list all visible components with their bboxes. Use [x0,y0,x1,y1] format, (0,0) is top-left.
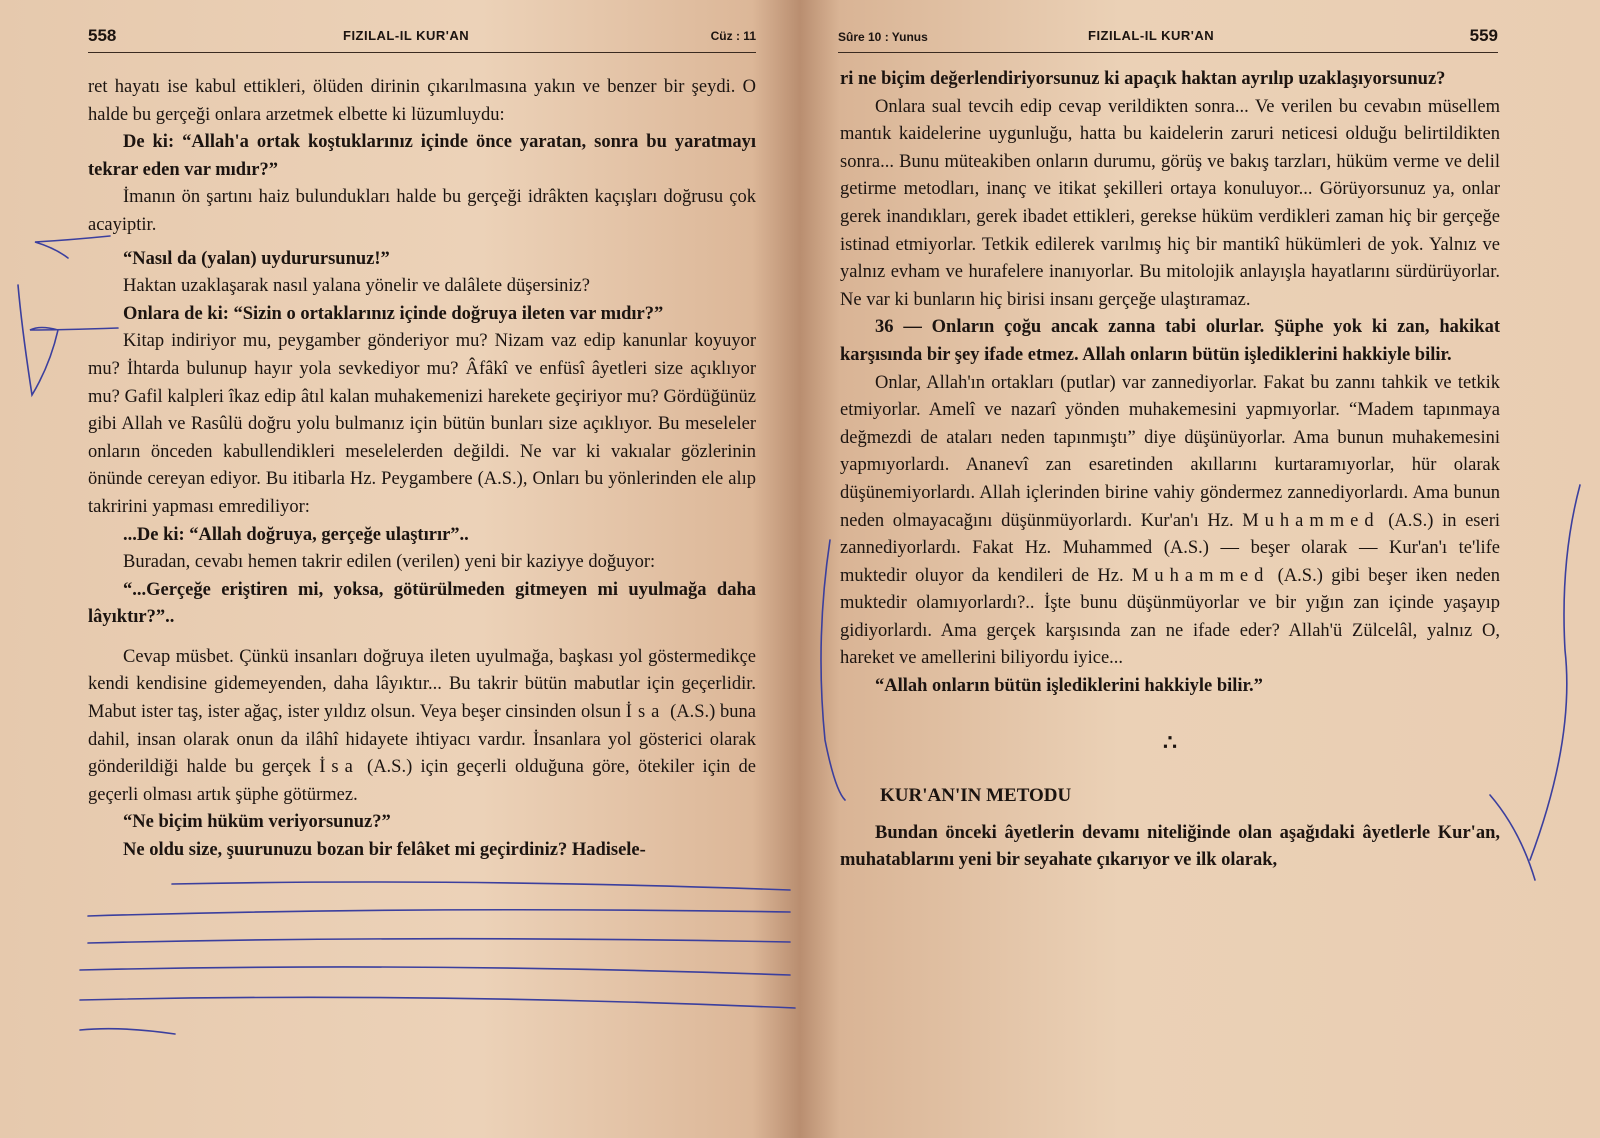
paragraph: Kitap indiriyor mu, peygamber gönderiyor mu? Nizam vaz edip kanunlar koyuyor mu? İhtarda bulunup hayır yola sevkediyor mu? Âfâkî ve enfüsî âyetleri size açıklıyor mu? Gafil kalpleri îkaz edip âtıl kalan muhakemenizi harekete geçiriyor mu? Gördüğünüz gibi Allah ve Rasûlü doğru yolu bulmanız için bütün bunları size açıklıyor. Bu meseleler onların önceden kabullendikleri meselelerden değildi. Ne var ki vakıalar gözlerinin önünde cereyan ediyor. Bu itibarla Hz. Peygambere (A.S.), Onları bu yönlerinden ele alıp takririni yapması emrediliyor: [88,331,756,517]
text-span: (A.S.) için geçerli olduğuna göre, ötekiler için de geçerli olması artık şüphe götürmez. [88,757,756,805]
text-span: (A.S.) in eseri zannediyorlardı. Fakat Hz. Muhammed (A.S.) — beşer olarak — Kur'an'ı te'life muktedir oluyor da kendileri de Hz. [840,510,1501,586]
paragraph: Onlara sual tevcih edip cevap verildikten sonra... Ve verilen bu cevabın müsellem mantık kaidelerine uygunluğu, hatta bu kaidelerin zaruri neticesi olduğu belirtildikten sonra... Bunu müteakiben onların durumu, görüş ve bakış tarzları, hüküm verme ve delil getirme metodları, inanç ve itikat şekilleri ortaya konuluyor... Görüyorsunuz ya, onlar gerek inandıkları, gerek ibadet ettikleri, gerekse hüküm verdikleri zaman hiç bir gerçeğe istinad etmiyorlar. Tetkik edilerek varılmış hiç bir mantikî hükümleri de yok. Yalnız ve yalnız evham ve hurafelere inanıyorlar. Bu mitolojik anlayışla hayatlarını sürdürüyorlar. Ne var ki bunların hiç birisi insanı gerçeğe ulaştıramaz. [840,96,1500,310]
verse-quote: De ki: “Allah'a ortak koştuklarınız içinde önce yaratan, sonra bu yaratmayı tekrar eden var mıdır?” [88,132,756,180]
running-title: FIZILAL-IL KUR'AN [1088,28,1215,43]
section-heading: KUR'AN'IN METODU [880,785,1072,807]
page-number: 559 [1469,26,1498,45]
left-page-body [88,74,756,865]
spaced-name: İsa [625,702,666,723]
paragraph: Haktan uzaklaşarak nasıl yalana yönelir ve dalâlete düşersiniz? [123,276,590,297]
section-divider-icon: ∴ [1163,729,1177,755]
paragraph: ret hayatı ise kabul ettikleri, ölüden dirinin çıkarılmasına yakın ve benzer bir şeydi. O halde bu gerçeği onlara arzetmek elbette ki lüzumluydu: [88,77,756,125]
paragraph [840,370,1500,674]
running-title: FIZILAL-IL KUR'AN [343,28,470,43]
sura-label: Sûre 10 : Yunus [838,30,928,44]
paragraph: Bundan önceki âyetlerin devamı niteliğinde olan aşağıdaki âyetlerle Kur'an, muhatablarını yeni bir seyahate çıkarıyor ve ilk olarak, [840,822,1500,871]
right-page-header [838,22,1498,53]
verse-quote: “Allah onların bütün işlediklerini hakkiyle bilir.” [875,676,1263,697]
paragraph: ri ne biçim değerlendiriyorsunuz ki apaçık haktan ayrılıp uzaklaşıyorsunuz? [840,69,1446,89]
verse-quote: “...Gerçeğe eriştiren mi, yoksa, götürülmeden gitmeyen mi uyulmağa daha lâyıktır?”.. [88,579,756,628]
right-page [800,0,1600,1138]
juz-label: Cüz : 11 [710,29,756,43]
page-number: 558 [88,26,117,45]
paragraph [88,644,756,810]
right-page-body [840,66,1500,875]
left-page-header [88,22,756,53]
text-span: Cevap müsbet. Çünkü insanları doğruya ileten uyulmağa, başkası yol göstermedikçe kendi kendisine gidemeyenden, daha lâyıktır... Bu takrir bütün mabutlar için geçerlidir. Mabut ister taş, ister ağaç, ister yıldız olsun. Veya beşer cinsinden olsun [88,646,756,723]
spaced-name: İsa [319,757,359,778]
verse-quote: “Ne biçim hüküm veriyorsunuz?” [123,812,391,833]
paragraph: Buradan, cevabı hemen takrir edilen (verilen) yeni bir kaziyye doğuyor: [123,552,656,573]
spaced-name: Muhammed [1131,565,1270,586]
text-span: (A.S.) buna dahil, insan olarak onun da ilâhî hidayete ihtiyacı vardır. İnsanlara yol gösterici olarak gönderildiği halde bu gerçek [88,702,757,778]
spaced-name: Muhammed [1242,510,1380,531]
paragraph: İmanın ön şartını haiz bulundukları halde bu gerçeği idrâkten kaçışları doğrusu çok acayiptir. [88,187,756,235]
verse-quote: ...De ki: “Allah doğruya, gerçeğe ulaştırır”.. [123,524,469,545]
verse-36: 36 — Onların çoğu ancak zanna tabi olurlar. Şüphe yok ki zan, hakikat karşısında bir şey ifade etmez. Allah onların bütün işlediklerini hakkiyle bilir. [840,317,1500,365]
verse-quote: Onlara de ki: “Sizin o ortaklarınız içinde doğruya ileten var mıdır?” [123,303,664,324]
paragraph: Ne oldu size, şuurunuzu bozan bir felâket mi geçirdiniz? Hadisele- [123,840,646,861]
text-span: (A.S.) gibi beşer iken neden muktedir olamıyorlardı?.. İşte bunu düşünmüyorlar ve bir yığın zan içinde yaşayıp gidiyorlardı. Ama gerçek karşısında zan ne ifade eder? Allah'ü Zülcelâl, yalnız O, hareket ve amellerini biliyordu iyice... [840,565,1501,669]
text-span: Onlar, Allah'ın ortakları (putlar) var zannediyorlar. Fakat bu zannı tahkik ve tetkik etmiyorlar. Amelî ve nazarî yönden muhakemesini yapmıyorlar. “Madem tapınmaya değmezdi de ataları neden tapınmıştı” diye düşünüyorlar. Ama bunun muhakemesini yapmıyorlardı. Ananevî zan esaretinden akıllarını kurtaramıyorlar, hür olarak düşünemiyorlardı. Allah içlerinden birine vahiy göndermez zannediyorlardı. Ama bunun neden olmayacağını düşünmüyorlardı. Kur'an'ı Hz. [840,372,1500,531]
verse-quote: “Nasıl da (yalan) uydurursunuz!” [123,248,390,269]
